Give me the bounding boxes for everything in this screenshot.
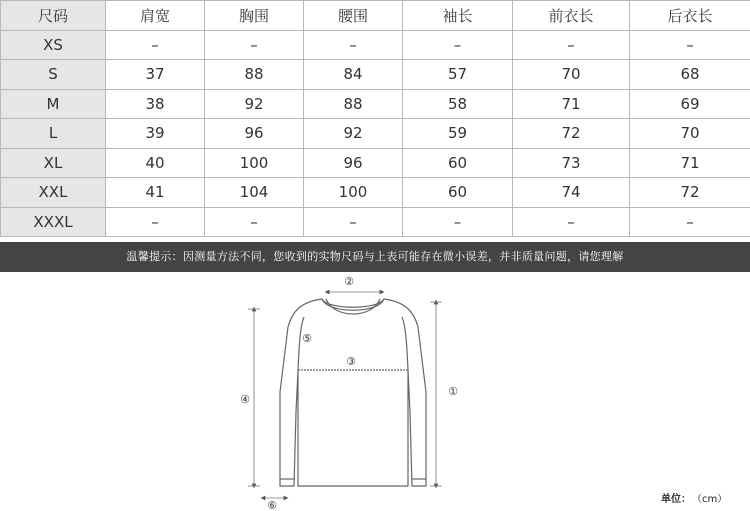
table-cell: 60 bbox=[403, 148, 513, 178]
table-cell: – bbox=[630, 30, 750, 60]
marker-cuff: ⑥ bbox=[267, 499, 277, 511]
table-row bbox=[1, 178, 750, 208]
table-cell: 73 bbox=[513, 148, 630, 178]
table-cell: – bbox=[205, 207, 304, 237]
header-front-length: 前衣长 bbox=[513, 1, 630, 31]
header-chest: 胸围 bbox=[205, 1, 304, 31]
table-cell: 37 bbox=[106, 60, 205, 90]
table-cell: 58 bbox=[403, 89, 513, 119]
table-cell: 72 bbox=[630, 178, 750, 208]
table-cell: 71 bbox=[513, 89, 630, 119]
header-sleeve-length: 袖长 bbox=[403, 1, 513, 31]
table-cell: 100 bbox=[304, 178, 403, 208]
table-cell: 57 bbox=[403, 60, 513, 90]
unit-label-text: 单位： bbox=[661, 494, 691, 505]
table-cell: 84 bbox=[304, 60, 403, 90]
table-cell: 96 bbox=[304, 148, 403, 178]
table-row bbox=[1, 30, 750, 60]
header-shoulder-width: 肩宽 bbox=[106, 1, 205, 31]
row-size-label: L bbox=[1, 119, 106, 149]
table-cell: 59 bbox=[403, 119, 513, 149]
table-cell: 39 bbox=[106, 119, 205, 149]
table-cell: – bbox=[513, 30, 630, 60]
shirt-outline bbox=[280, 299, 426, 486]
row-size-label: S bbox=[1, 60, 106, 90]
table-cell: 70 bbox=[630, 119, 750, 149]
marker-chest: ③ bbox=[346, 355, 356, 368]
marker-front-length: ① bbox=[448, 385, 458, 398]
table-cell: 69 bbox=[630, 89, 750, 119]
table-cell: – bbox=[403, 207, 513, 237]
table-row bbox=[1, 60, 750, 90]
table-cell: 71 bbox=[630, 148, 750, 178]
table-cell: 74 bbox=[513, 178, 630, 208]
marker-sleeve-length: ④ bbox=[240, 393, 250, 406]
table-cell: 100 bbox=[205, 148, 304, 178]
table-cell: 92 bbox=[304, 119, 403, 149]
header-waist: 腰围 bbox=[304, 1, 403, 31]
table-cell: – bbox=[513, 207, 630, 237]
table-cell: 60 bbox=[403, 178, 513, 208]
row-size-label: XXL bbox=[1, 178, 106, 208]
measurement-note-bar: 温馨提示：因测量方法不同，您收到的实物尺码与上表可能存在微小误差，并非质量问题，请您理解 bbox=[0, 242, 750, 272]
table-cell: – bbox=[304, 207, 403, 237]
marker-armhole: ⑤ bbox=[302, 332, 312, 345]
table-cell: – bbox=[304, 30, 403, 60]
header-back-length: 后衣长 bbox=[630, 1, 750, 31]
table-cell: – bbox=[106, 207, 205, 237]
row-size-label: XS bbox=[1, 30, 106, 60]
table-header-row bbox=[1, 1, 750, 31]
table-cell: – bbox=[630, 207, 750, 237]
header-size: 尺码 bbox=[1, 1, 106, 31]
table-row bbox=[1, 207, 750, 237]
table-cell: 96 bbox=[205, 119, 304, 149]
table-cell: 38 bbox=[106, 89, 205, 119]
table-cell: 92 bbox=[205, 89, 304, 119]
table-cell: 104 bbox=[205, 178, 304, 208]
size-chart-table bbox=[0, 0, 750, 237]
table-cell: 40 bbox=[106, 148, 205, 178]
table-cell: 70 bbox=[513, 60, 630, 90]
measurement-lines bbox=[248, 292, 442, 498]
row-size-label: XXXL bbox=[1, 207, 106, 237]
table-cell: 88 bbox=[205, 60, 304, 90]
table-cell: – bbox=[403, 30, 513, 60]
table-cell: – bbox=[205, 30, 304, 60]
garment-measurement-diagram bbox=[0, 272, 750, 511]
unit-value: （cm） bbox=[697, 494, 728, 505]
table-cell: 68 bbox=[630, 60, 750, 90]
row-size-label: M bbox=[1, 89, 106, 119]
table-row bbox=[1, 119, 750, 149]
table-cell: 72 bbox=[513, 119, 630, 149]
table-cell: – bbox=[106, 30, 205, 60]
table-row bbox=[1, 148, 750, 178]
table-cell: 88 bbox=[304, 89, 403, 119]
row-size-label: XL bbox=[1, 148, 106, 178]
marker-shoulder: ② bbox=[344, 275, 354, 288]
table-row bbox=[1, 89, 750, 119]
unit-label bbox=[661, 490, 727, 505]
table-cell: 41 bbox=[106, 178, 205, 208]
